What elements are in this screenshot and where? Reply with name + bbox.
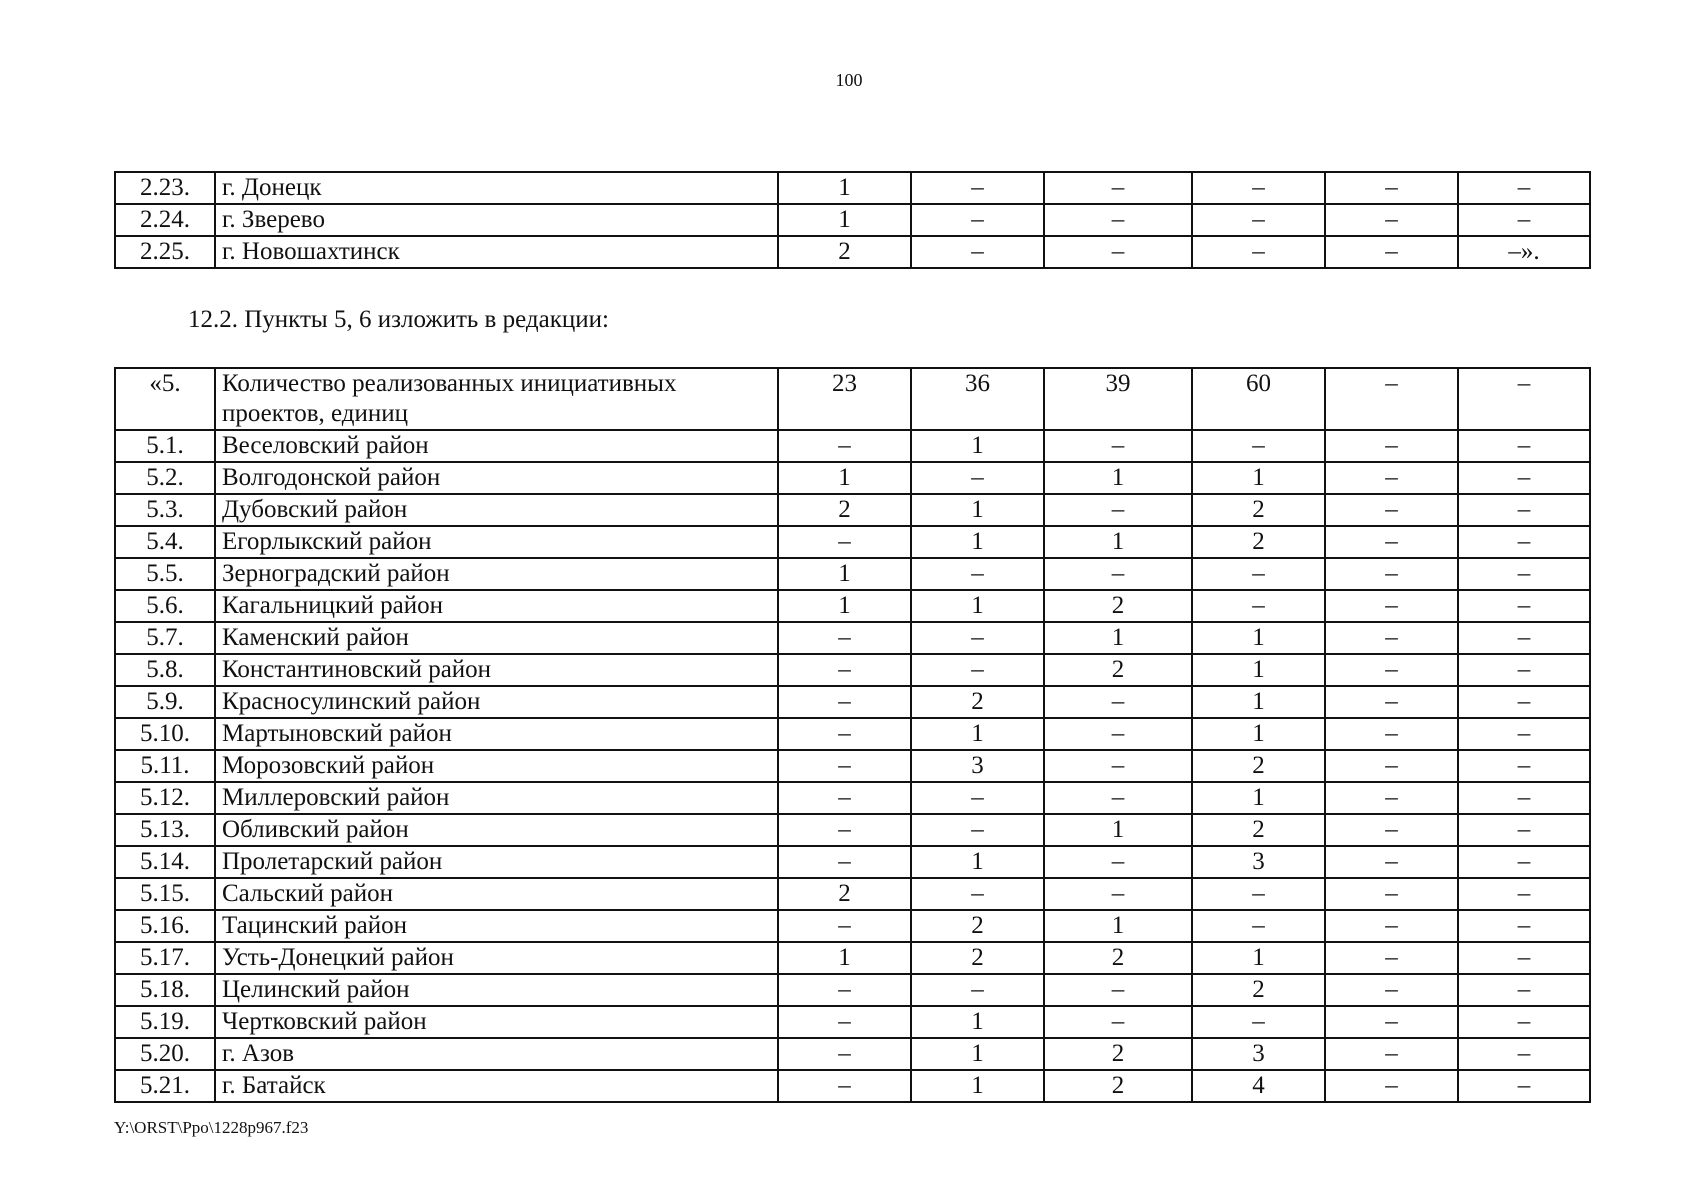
- cell-value: –: [778, 750, 911, 782]
- table-row: [115, 878, 1590, 910]
- cell-value: 2: [1044, 654, 1192, 686]
- cell-value: –: [1044, 1006, 1192, 1038]
- cell-value: –: [778, 654, 911, 686]
- cell-value: –: [1325, 462, 1458, 494]
- cell-value: –: [1192, 558, 1325, 590]
- cell-value: –: [1192, 878, 1325, 910]
- row-number: 5.11.: [115, 750, 215, 782]
- row-name: г. Новошахтинск: [215, 236, 778, 268]
- table-row: [115, 846, 1590, 878]
- cell-value: –: [1044, 718, 1192, 750]
- cell-value: –: [1458, 622, 1590, 654]
- cell-value: 3: [1192, 846, 1325, 878]
- cell-value: –: [778, 1038, 911, 1070]
- cell-value: –: [1325, 686, 1458, 718]
- cell-value: –: [1192, 1006, 1325, 1038]
- cell-value: 1: [1044, 814, 1192, 846]
- table-row: [115, 590, 1590, 622]
- top-table-body: [115, 172, 1590, 268]
- cell-value: 1: [778, 590, 911, 622]
- row-name: Егорлыкский район: [215, 526, 778, 558]
- cell-value: –: [1044, 782, 1192, 814]
- cell-value: –: [1044, 172, 1192, 204]
- cell-value: –: [778, 910, 911, 942]
- row-number: 5.6.: [115, 590, 215, 622]
- cell-value: –: [1458, 462, 1590, 494]
- cell-value: –: [1325, 526, 1458, 558]
- cell-value: 1: [1192, 782, 1325, 814]
- cell-value: 1: [911, 718, 1044, 750]
- row-name: г. Зверево: [215, 204, 778, 236]
- cell-value: –: [1192, 910, 1325, 942]
- row-number: 5.15.: [115, 878, 215, 910]
- row-number: 5.7.: [115, 622, 215, 654]
- cell-value: 2: [1044, 942, 1192, 974]
- row-name: Мартыновский район: [215, 718, 778, 750]
- cell-value: –: [778, 1070, 911, 1102]
- cell-value: –: [1044, 750, 1192, 782]
- cell-value: –: [1325, 1070, 1458, 1102]
- cell-value: 1: [778, 172, 911, 204]
- cell-value: –: [911, 204, 1044, 236]
- table-row: [115, 172, 1590, 204]
- table-row: [115, 942, 1590, 974]
- row-name: Кагальницкий район: [215, 590, 778, 622]
- cell-value: 3: [1192, 1038, 1325, 1070]
- table-row: [115, 686, 1590, 718]
- cell-value: –: [1325, 1006, 1458, 1038]
- row-number: 5.16.: [115, 910, 215, 942]
- row-name: г. Батайск: [215, 1070, 778, 1102]
- cell-value: 1: [1044, 462, 1192, 494]
- cell-value: –: [1458, 750, 1590, 782]
- cell-value: 1: [911, 1038, 1044, 1070]
- cell-value: –: [1325, 1038, 1458, 1070]
- row-name: Количество реализованных инициативных проектов, единиц: [215, 368, 778, 430]
- cell-value: –: [1458, 368, 1590, 430]
- cell-value: 1: [1192, 686, 1325, 718]
- cell-value: 36: [911, 368, 1044, 430]
- cell-value: 1: [1192, 718, 1325, 750]
- cell-value: –: [1325, 718, 1458, 750]
- cell-value: –: [1458, 1038, 1590, 1070]
- cell-value: 2: [778, 494, 911, 526]
- cell-value: –: [1325, 846, 1458, 878]
- cell-value: 2: [1192, 974, 1325, 1006]
- row-number: 5.8.: [115, 654, 215, 686]
- row-number: 5.18.: [115, 974, 215, 1006]
- cell-value: –: [911, 654, 1044, 686]
- cell-value: 3: [911, 750, 1044, 782]
- cell-value: 1: [911, 846, 1044, 878]
- cell-value: –: [1458, 974, 1590, 1006]
- row-name: Целинский район: [215, 974, 778, 1006]
- cell-value: –: [778, 718, 911, 750]
- cell-value: 2: [778, 878, 911, 910]
- row-number: 5.5.: [115, 558, 215, 590]
- cell-value: –: [1044, 686, 1192, 718]
- footer-file-path: Y:\ORST\Ppo\1228p967.f23: [114, 1118, 309, 1137]
- table-row: [115, 1038, 1590, 1070]
- row-name: Чертковский район: [215, 1006, 778, 1038]
- row-name: Волгодонской район: [215, 462, 778, 494]
- cell-value: 1: [1044, 910, 1192, 942]
- cell-value: –: [1192, 590, 1325, 622]
- table-row: [115, 1070, 1590, 1102]
- table-row: [115, 654, 1590, 686]
- row-name: Константиновский район: [215, 654, 778, 686]
- row-number: 5.19.: [115, 1006, 215, 1038]
- cell-value: –: [911, 814, 1044, 846]
- cell-value: –: [911, 558, 1044, 590]
- main-table: [114, 367, 1591, 1103]
- cell-value: –».: [1458, 236, 1590, 268]
- row-number: 5.12.: [115, 782, 215, 814]
- cell-value: –: [1458, 910, 1590, 942]
- cell-value: –: [1192, 204, 1325, 236]
- cell-value: 2: [778, 236, 911, 268]
- cell-value: 1: [1192, 942, 1325, 974]
- cell-value: –: [778, 846, 911, 878]
- cell-value: –: [1325, 654, 1458, 686]
- cell-value: 60: [1192, 368, 1325, 430]
- cell-value: –: [1458, 782, 1590, 814]
- cell-value: –: [778, 814, 911, 846]
- cell-value: –: [1458, 846, 1590, 878]
- cell-value: –: [1044, 558, 1192, 590]
- cell-value: –: [1325, 558, 1458, 590]
- cell-value: –: [1192, 430, 1325, 462]
- cell-value: –: [1325, 430, 1458, 462]
- row-name: Морозовский район: [215, 750, 778, 782]
- table-row: [115, 494, 1590, 526]
- cell-value: –: [1192, 236, 1325, 268]
- cell-value: 39: [1044, 368, 1192, 430]
- table-row: [115, 526, 1590, 558]
- row-name: г. Азов: [215, 1038, 778, 1070]
- cell-value: 2: [1192, 750, 1325, 782]
- cell-value: –: [1458, 654, 1590, 686]
- cell-value: –: [1044, 494, 1192, 526]
- table-row: [115, 558, 1590, 590]
- cell-value: 2: [911, 910, 1044, 942]
- cell-value: –: [1192, 172, 1325, 204]
- row-number: 5.13.: [115, 814, 215, 846]
- cell-value: –: [1458, 814, 1590, 846]
- cell-value: 2: [911, 942, 1044, 974]
- row-number: 5.17.: [115, 942, 215, 974]
- row-number: 5.21.: [115, 1070, 215, 1102]
- table-row: [115, 236, 1590, 268]
- cell-value: –: [778, 686, 911, 718]
- cell-value: –: [1458, 204, 1590, 236]
- cell-value: –: [1458, 526, 1590, 558]
- table-row: [115, 368, 1590, 430]
- cell-value: –: [1044, 204, 1192, 236]
- cell-value: 2: [1044, 1038, 1192, 1070]
- cell-value: –: [1458, 590, 1590, 622]
- cell-value: 1: [778, 558, 911, 590]
- cell-value: –: [1458, 878, 1590, 910]
- cell-value: –: [778, 622, 911, 654]
- cell-value: –: [1325, 878, 1458, 910]
- cell-value: –: [1044, 974, 1192, 1006]
- table-row: [115, 814, 1590, 846]
- cell-value: –: [1458, 942, 1590, 974]
- page-number: 100: [835, 70, 863, 90]
- row-name: Обливский район: [215, 814, 778, 846]
- cell-value: –: [1044, 846, 1192, 878]
- row-name: Веселовский район: [215, 430, 778, 462]
- cell-value: 2: [1192, 494, 1325, 526]
- cell-value: 2: [1192, 814, 1325, 846]
- cell-value: 1: [1192, 462, 1325, 494]
- table-row: [115, 718, 1590, 750]
- cell-value: –: [1325, 368, 1458, 430]
- row-number: 5.14.: [115, 846, 215, 878]
- cell-value: –: [1325, 622, 1458, 654]
- cell-value: –: [1325, 172, 1458, 204]
- cell-value: –: [1458, 718, 1590, 750]
- cell-value: –: [1458, 1006, 1590, 1038]
- row-number: 5.2.: [115, 462, 215, 494]
- cell-value: –: [911, 462, 1044, 494]
- row-number: 2.25.: [115, 236, 215, 268]
- cell-value: –: [1458, 1070, 1590, 1102]
- cell-value: 1: [911, 430, 1044, 462]
- cell-value: 1: [911, 1006, 1044, 1038]
- cell-value: –: [1325, 910, 1458, 942]
- cell-value: –: [778, 526, 911, 558]
- row-name: Тацинский район: [215, 910, 778, 942]
- cell-value: –: [1458, 686, 1590, 718]
- row-name: Каменский район: [215, 622, 778, 654]
- cell-value: –: [1325, 814, 1458, 846]
- cell-value: –: [1325, 782, 1458, 814]
- cell-value: –: [1325, 236, 1458, 268]
- row-name: Сальский район: [215, 878, 778, 910]
- cell-value: 1: [778, 204, 911, 236]
- row-number: 5.20.: [115, 1038, 215, 1070]
- cell-value: –: [1044, 878, 1192, 910]
- cell-value: –: [1044, 236, 1192, 268]
- table-row: [115, 910, 1590, 942]
- cell-value: –: [911, 974, 1044, 1006]
- row-name: Красносулинский район: [215, 686, 778, 718]
- cell-value: 2: [1044, 590, 1192, 622]
- table-row: [115, 1006, 1590, 1038]
- top-table: [114, 171, 1591, 269]
- row-name: г. Донецк: [215, 172, 778, 204]
- cell-value: –: [1325, 590, 1458, 622]
- cell-value: –: [911, 782, 1044, 814]
- cell-value: 2: [1044, 1070, 1192, 1102]
- table-row: [115, 204, 1590, 236]
- table-row: [115, 622, 1590, 654]
- row-number: «5.: [115, 368, 215, 430]
- cell-value: –: [911, 236, 1044, 268]
- row-number: 5.4.: [115, 526, 215, 558]
- cell-value: 1: [911, 526, 1044, 558]
- cell-value: –: [1325, 942, 1458, 974]
- cell-value: –: [1325, 204, 1458, 236]
- row-name: Миллеровский район: [215, 782, 778, 814]
- cell-value: 1: [778, 462, 911, 494]
- table-row: [115, 750, 1590, 782]
- cell-value: –: [778, 782, 911, 814]
- cell-value: –: [778, 1006, 911, 1038]
- row-number: 5.3.: [115, 494, 215, 526]
- cell-value: –: [911, 622, 1044, 654]
- cell-value: –: [778, 974, 911, 1006]
- cell-value: –: [1325, 494, 1458, 526]
- cell-value: 1: [911, 1070, 1044, 1102]
- cell-value: –: [1044, 430, 1192, 462]
- cell-value: –: [1458, 494, 1590, 526]
- table-row: [115, 430, 1590, 462]
- cell-value: –: [911, 172, 1044, 204]
- cell-value: 1: [1044, 526, 1192, 558]
- row-number: 5.9.: [115, 686, 215, 718]
- main-table-body: [115, 368, 1590, 1102]
- cell-value: 1: [911, 590, 1044, 622]
- row-name: Пролетарский район: [215, 846, 778, 878]
- cell-value: –: [1325, 750, 1458, 782]
- cell-value: –: [1325, 974, 1458, 1006]
- row-name: Усть-Донецкий район: [215, 942, 778, 974]
- cell-value: –: [1458, 558, 1590, 590]
- cell-value: 1: [911, 494, 1044, 526]
- cell-value: 2: [1192, 526, 1325, 558]
- table-row: [115, 462, 1590, 494]
- row-number: 5.1.: [115, 430, 215, 462]
- row-name: Зерноградский район: [215, 558, 778, 590]
- cell-value: 1: [1192, 622, 1325, 654]
- row-number: 2.24.: [115, 204, 215, 236]
- cell-value: 1: [1044, 622, 1192, 654]
- table-row: [115, 974, 1590, 1006]
- cell-value: –: [911, 878, 1044, 910]
- cell-value: 4: [1192, 1070, 1325, 1102]
- amendment-paragraph: 12.2. Пункты 5, 6 изложить в редакции:: [188, 306, 609, 333]
- cell-value: 23: [778, 368, 911, 430]
- cell-value: –: [778, 430, 911, 462]
- cell-value: –: [1458, 430, 1590, 462]
- cell-value: 2: [911, 686, 1044, 718]
- cell-value: –: [1458, 172, 1590, 204]
- table-row: [115, 782, 1590, 814]
- cell-value: 1: [778, 942, 911, 974]
- row-name: Дубовский район: [215, 494, 778, 526]
- row-number: 2.23.: [115, 172, 215, 204]
- cell-value: 1: [1192, 654, 1325, 686]
- row-number: 5.10.: [115, 718, 215, 750]
